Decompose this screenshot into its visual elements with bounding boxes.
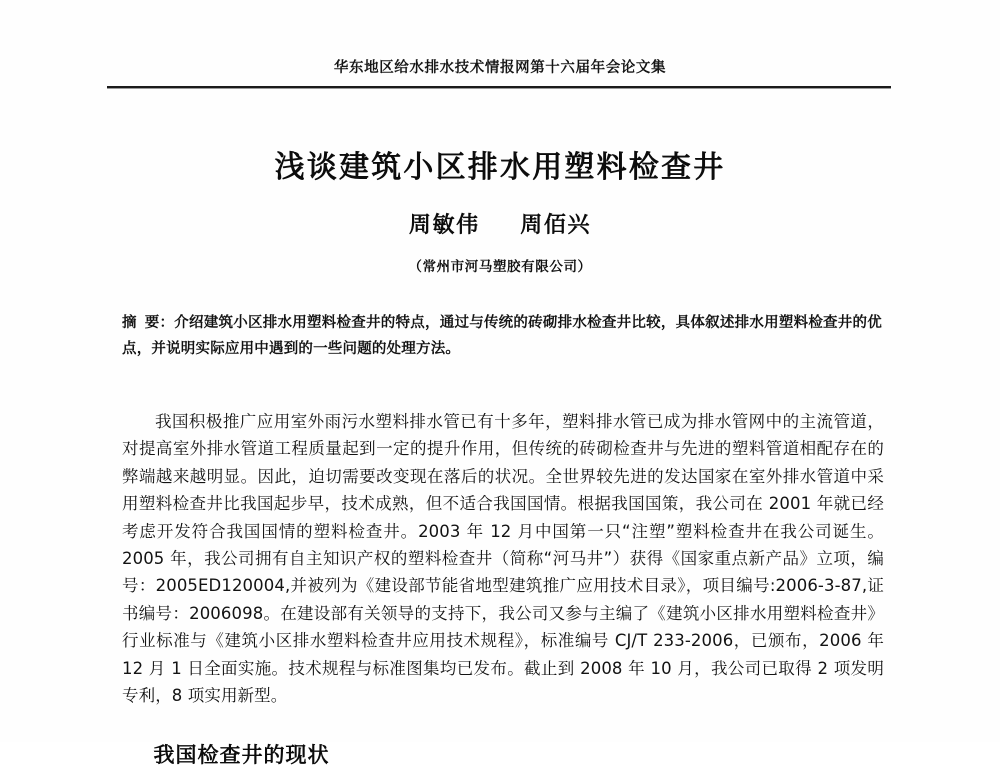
body-content — [122, 408, 884, 709]
author-list — [0, 208, 1000, 239]
author-name-2: 周佰兴 — [520, 213, 592, 238]
body-paragraph-1: 我国积极推广应用室外雨污水塑料排水管已有十多年，塑料排水管已成为排水管网中的主流管道，对提高室外排水管道工程质量起到一定的提升作用，但传统的砖砌检查井与先进的塑料管道相配存在的弊端越来越明显。因此，迫切需要改变现在落后的状况。全世界较先进的发达国家在室外排水管道中采用塑料检查井比我国起步早，技术成熟，但不适合我国国情。根据我国国策，我公司在 2001 年就已经考虑开发符合我国国情的塑料检查井。2003 年 12 月中国第一只“注塑”塑料检查井在我公司诞生。2005 年，我公司拥有自主知识产权的塑料检查井（简称“河马井”）获得《国家重点新产品》立项，编号：2005ED120004,并被列为《建设部节能省地型建筑推广应用技术目录》，项目编号:2006-3-87,证书编号：2006098。在建设部有关领导的支持下，我公司又参与主编了《建筑小区排水用塑料检查井》行业标准与《建筑小区排水塑料检查井应用技术规程》，标准编号 CJ/T 233-2006，已颁布，2006 年 12 月 1 日全面实施。技术规程与标准图集均已发布。截止到 2008 年 10 月，我公司已取得 2 项发明专利，8 项实用新型。 — [122, 412, 884, 706]
header-divider-rule — [107, 86, 891, 88]
page-title: 浅谈建筑小区排水用塑料检查井 — [274, 150, 726, 186]
abstract-text: 介绍建筑小区排水用塑料检查井的特点，通过与传统的砖砌排水检查井比较，具体叙述排水用塑料检查井的优点，并说明实际应用中遇到的一些问题的处理方法。 — [122, 315, 882, 357]
running-header: 华东地区给水排水技术情报网第十六届年会论文集 — [333, 60, 667, 76]
abstract-label: 摘 要： — [122, 315, 175, 331]
author-affiliation: （常州市河马塑胶有限公司） — [408, 259, 592, 275]
author-name-1: 周敏伟 — [408, 213, 480, 238]
abstract-block — [122, 310, 882, 362]
section-heading-current-status: 我国检查井的现状 — [153, 743, 330, 768]
